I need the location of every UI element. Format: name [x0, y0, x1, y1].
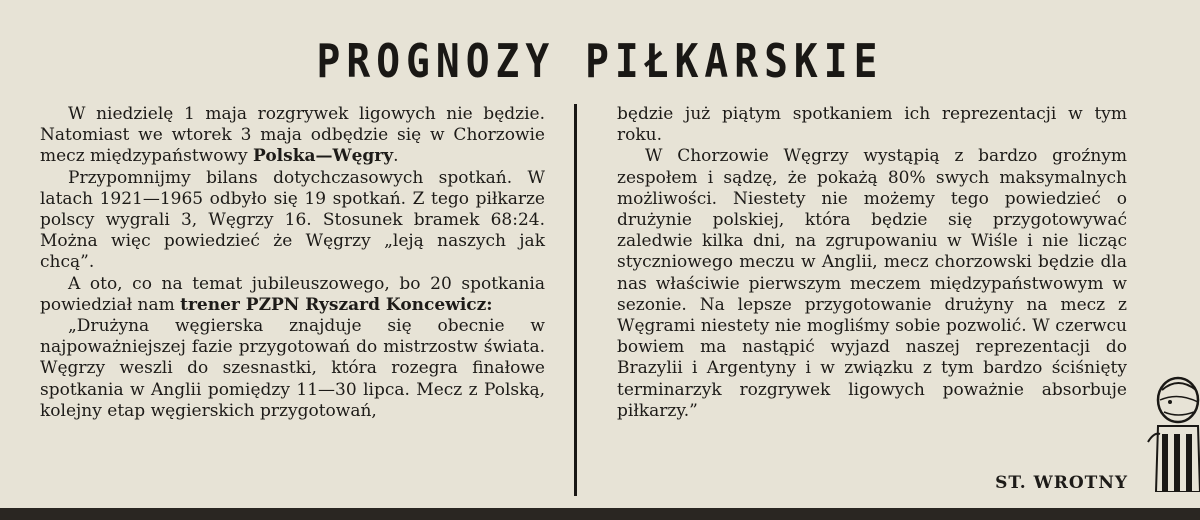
- author-signature: ST. WROTNY: [995, 473, 1128, 493]
- column-divider: [574, 104, 577, 496]
- left-column: [40, 104, 545, 422]
- paragraph-forecast: W Chorzowie Węgrzy wystąpią z bardzo groźnym zespołem i sądzę, że pokażą 80% swych maksymalnych możliwości. Niestety nie możemy tego powiedzieć o drużynie polskiej, która będzie się przygotowywać zaledwie kilka dni, na zgrupowaniu w Wiśle i nie licząc styczniowego meczu w Anglii, mecz chorzowski będzie dla nas właściwie pierwszym meczem międzypaństwowym w sezonie. Na lepsze przygotowanie drużyny na mecz z Węgrami niestety nie mogliśmy sobie pozwolić. W czerwcu bowiem ma nastąpić wyjazd naszej reprezentacji do Brazylii i Argentyny i w związku z tym bardzo ściśnięty terminarzyk rozgrywek ligowych poważnie absorbuje piłkarzy.”: [617, 146, 1127, 421]
- article-title: PROGNOZY PIŁKARSKIE: [316, 34, 884, 88]
- paragraph-intro: [40, 104, 545, 168]
- match-name: Polska—Węgry: [253, 146, 394, 167]
- paragraph-history: Przypomnijmy bilans dotychczasowych spotkań. W latach 1921—1965 odbyło się 19 spotkań. Z tego piłkarze polscy wygrali 3, Węgrzy 16. Stosunek bramek 68:24. Można więc powiedzieć że Węgrzy „leją naszych jak chcą”.: [40, 167, 545, 273]
- footballer-cartoon-illustration: [1140, 372, 1200, 492]
- paragraph-quote-intro: [40, 274, 545, 316]
- intro-end: .: [393, 146, 399, 167]
- paragraph-quote-continued: będzie już piątym spotkaniem ich reprezentacji w tym roku.: [617, 104, 1127, 146]
- right-column: [617, 104, 1127, 422]
- coach-name: trener PZPN Ryszard Koncewicz:: [180, 294, 493, 315]
- page-bottom-edge: [0, 508, 1200, 520]
- quote-intro-text: A oto, co na temat jubileuszowego, bo 20 spotkania powiedział nam: [40, 273, 545, 315]
- intro-text: W niedzielę 1 maja rozgrywek ligowych nie będzie. Natomiast we wtorek 3 maja odbędzie się w Chorzowie mecz międzypaństwowy: [40, 104, 545, 167]
- paragraph-quote: „Drużyna węgierska znajduje się obecnie w najpoważniejszej fazie przygotowań do mistrzostw świata. Węgrzy weszli do szesnastki, która rozegra finałowe spotkania w Anglii pomiędzy 11—30 lipca. Mecz z Polską, kolejny etap węgierskich przygotowań,: [40, 316, 545, 421]
